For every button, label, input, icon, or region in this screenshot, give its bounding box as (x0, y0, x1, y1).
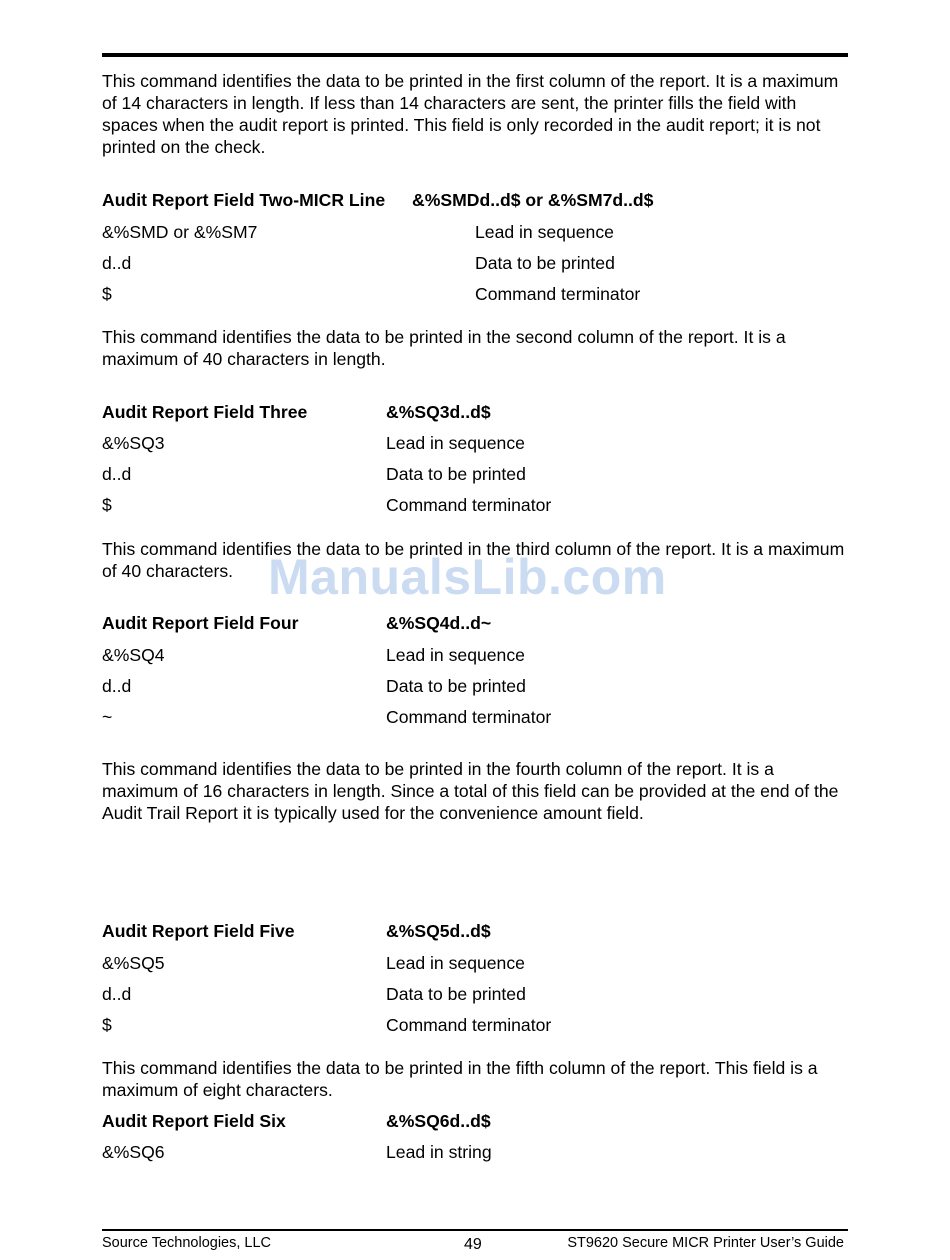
param-code: &%SQ4 (102, 645, 165, 665)
param-desc: Data to be printed (386, 464, 526, 484)
section-heading-field-six (102, 1110, 848, 1132)
param-code: ~ (102, 707, 113, 727)
param-code: d..d (102, 984, 132, 1004)
param-row (102, 221, 848, 243)
param-desc: Command terminator (386, 707, 552, 727)
param-desc: Data to be printed (475, 253, 615, 273)
param-code: &%SQ6 (102, 1142, 165, 1162)
param-code: &%SQ3 (102, 433, 165, 453)
section-paragraph: This command identifies the data to be printed in the third column of the report. It is a maximum of 40 characters. (102, 539, 845, 581)
section-command: &%SQ4d..d~ (386, 613, 492, 633)
param-row (102, 952, 848, 974)
page-number: 49 (464, 1236, 482, 1253)
param-row (102, 463, 848, 485)
param-row (102, 983, 848, 1005)
param-row (102, 252, 848, 274)
param-code: &%SQ5 (102, 953, 165, 973)
param-desc: Lead in sequence (475, 222, 614, 242)
param-code: d..d (102, 464, 132, 484)
param-desc: Data to be printed (386, 676, 526, 696)
param-row (102, 432, 848, 454)
footer-rule (102, 1229, 848, 1231)
section-heading-field-two (102, 189, 848, 211)
param-row (102, 675, 848, 697)
param-row (102, 283, 848, 305)
param-desc: Lead in sequence (386, 645, 525, 665)
param-desc: Lead in string (386, 1142, 492, 1162)
param-code: $ (102, 1015, 112, 1035)
param-row (102, 494, 848, 516)
section-title: Audit Report Field Five (102, 921, 295, 941)
section-title: Audit Report Field Three (102, 402, 308, 422)
section-title: Audit Report Field Six (102, 1111, 286, 1131)
param-desc: Command terminator (386, 495, 552, 515)
param-code: d..d (102, 676, 132, 696)
param-desc: Command terminator (475, 284, 641, 304)
section-paragraph: This command identifies the data to be printed in the fifth column of the report. This field is a maximum of eight characters. (102, 1058, 818, 1100)
section-title: Audit Report Field Two-MICR Line (102, 190, 386, 210)
footer-company: Source Technologies, LLC (102, 1235, 272, 1251)
param-code: $ (102, 495, 112, 515)
param-row (102, 644, 848, 666)
param-code: $ (102, 284, 112, 304)
section-command: &%SQ6d..d$ (386, 1111, 491, 1131)
param-desc: Command terminator (386, 1015, 552, 1035)
watermark-logo: ManualsLib.com (268, 549, 667, 605)
param-desc: Data to be printed (386, 984, 526, 1004)
param-row (102, 706, 848, 728)
section-command: &%SQ3d..d$ (386, 402, 491, 422)
param-desc: Lead in sequence (386, 953, 525, 973)
section-paragraph: This command identifies the data to be printed in the second column of the report. It is a maximum of 40 characters in length. (102, 327, 786, 369)
section-heading-field-three (102, 401, 848, 423)
section-paragraph: This command identifies the data to be printed in the fourth column of the report. It is a maximum of 16 characters in length. Since a total of this field can be provided at the end of the Audit Trail Report it is typically used for the convenience amount field. (102, 759, 839, 823)
top-rule (102, 53, 848, 57)
section-heading-field-four (102, 612, 848, 634)
param-row (102, 1141, 848, 1163)
section-title: Audit Report Field Four (102, 613, 299, 633)
intro-paragraph: This command identifies the data to be printed in the first column of the report. It is a maximum of 14 characters in length. If less than 14 characters are sent, the printer fills the field with spaces when the audit report is printed. This field is only recorded in the audit report; it is not printed on the check. (102, 71, 839, 157)
footer-guide-title: ST9620 Secure MICR Printer User’s Guide (567, 1235, 844, 1251)
param-code: d..d (102, 253, 132, 273)
section-heading-field-five (102, 920, 848, 942)
section-command: &%SQ5d..d$ (386, 921, 491, 941)
param-code: &%SMD or &%SM7 (102, 222, 258, 242)
param-desc: Lead in sequence (386, 433, 525, 453)
section-command: &%SMDd..d$ or &%SM7d..d$ (412, 190, 654, 210)
param-row (102, 1014, 848, 1036)
